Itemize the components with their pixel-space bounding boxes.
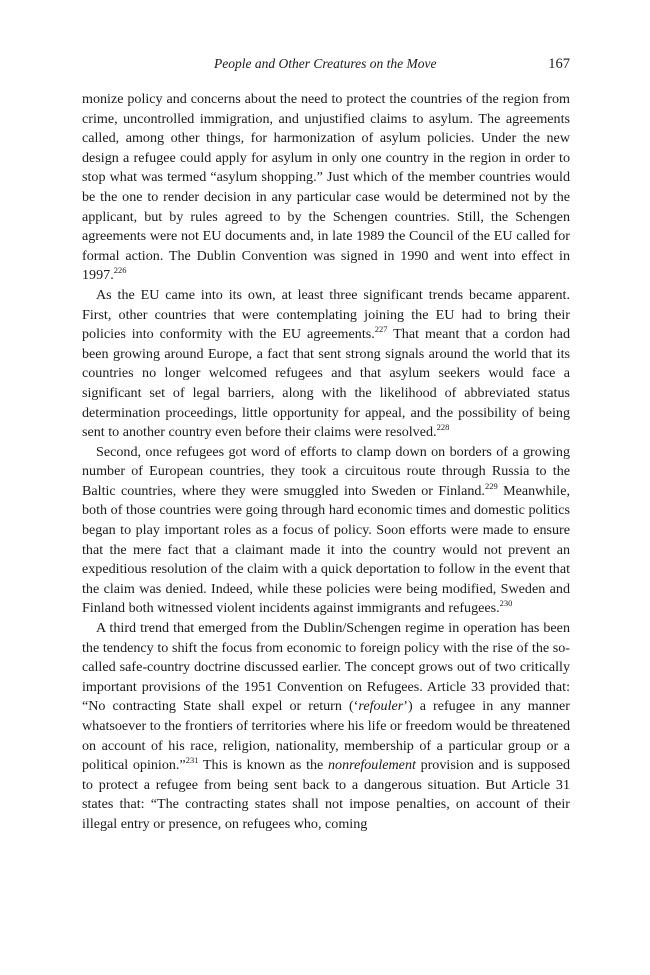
running-header [82,56,570,78]
footnote-ref: 230 [499,598,513,609]
running-title: People and Other Creatures on the Move [214,56,437,71]
paragraph [82,286,570,443]
paragraph [82,619,570,835]
text-run: Meanwhile, both of those countries were going through hard economic times and domestic politics began to play important roles as a focus of policy. Soon efforts were made to ensure that the mere fact that a claimant made it into the country would not prevent an expeditious resolution of the claim with a quick deportation to follow in the event that the claim was denied. Indeed, while these policies were being modified, Sweden and Finland both witnessed violent incidents against immigrants and refugees. [82,482,570,617]
footnote-ref: 229 [484,480,498,491]
text-run: This is known as the [198,757,328,774]
text-run: A third trend that emerged from the Dublin/Schengen regime in operation has been the tendency to shift the focus from economic to foreign policy with the rise of the so-called safe-country doctrine discussed earlier. The concept grows out of two critically important provisions of the 1951 Convention on Refugees. Article 33 provided that: “No contracting State shall expel or return (‘ [82,620,570,715]
paragraph [82,443,570,619]
text-run: provision and is supposed to protect a refugee from being sent back to a dangerous situation. But Article 31 states that: “The contracting states shall not impose penalties, on account of their illegal entry or presence, on refugees who, coming [82,757,571,832]
text-run: Second, once refugees got word of efforts to clamp down on borders of a growing number of European countries, they took a circuitous route through Russia to the Baltic countries, where they were smuggled into Sweden or Finland. [82,443,570,499]
footnote-ref: 227 [374,324,388,335]
body-text [82,90,570,835]
text-run: ’) a refugee in any manner whatsoever to the frontiers of territories where his life or freedom would be threatened on account of his race, religion, nationality, membership of a particular group or a political opinion.” [82,698,571,774]
text-run: That meant that a cordon had been growing around Europe, a fact that sent strong signals around the world that its countries no longer welcomed refugees and that asylum seekers would face a significant set of legal barriers, along with the likelihood of abbreviated status determination proceedings, little opportunity for appeal, and the possibility of being sent to another country even before their claims were resolved. [82,326,570,441]
italic-term: nonrefoulement [327,757,416,774]
book-page [82,56,570,835]
footnote-ref: 231 [185,755,199,766]
text-run: As the EU came into its own, at least three significant trends became apparent. First, other countries that were contemplating joining the EU had to bring their policies into conformity with the EU agreements. [82,286,570,343]
footnote-ref: 226 [113,265,127,276]
text-run: monize policy and concerns about the need to protect the countries of the region from crime, uncontrolled immigration, and unjustified claims to asylum. The agreements called, among other things, for harmonization of asylum policies. Under the new design a refugee could apply for asylum in only one country in the region in order to stop what was termed “asylum shopping.” Just which of the member countries would be the one to render decision in any particular case would be determined not by the applicant, but by rules agreed to by the Schengen countries. Still, the Schengen agreements were not EU documents and, in late 1989 the Council of the EU called for formal action. The Dublin Convention was signed in 1990 and went into effect in 1997. [82,91,570,284]
footnote-ref: 228 [436,422,450,433]
italic-term: refouler [358,698,404,715]
page-number: 167 [548,56,570,72]
paragraph [82,90,570,286]
